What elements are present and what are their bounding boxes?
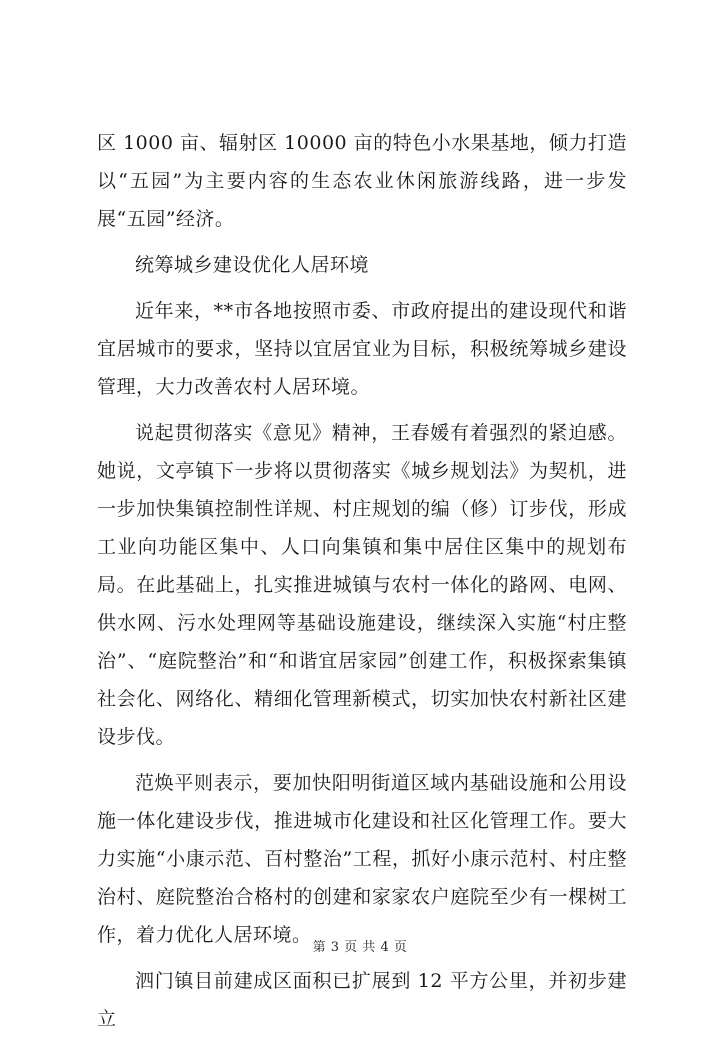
paragraph-continuation: 区 1000 亩、辐射区 10000 亩的特色小水果基地，倾力打造以“五园”为主要内容的生态农业休闲旅游线路，进一步发展“五园”经济。 — [97, 132, 627, 230]
section-heading: 统筹城乡建设优化人居环境 — [135, 254, 370, 276]
page-number-footer: 第 3 页 共 4 页 — [312, 940, 408, 955]
paragraph-simen-town: 泗门镇目前建成区面积已扩展到 12 平方公里，并初步建立 — [97, 970, 627, 1030]
paragraph-intro: 近年来，**市各地按照市委、市政府提出的建设现代和谐宜居城市的要求，坚持以宜居宜业为目标，积极统筹城乡建设管理，大力改善农村人居环境。 — [97, 300, 627, 398]
paragraph-fan-huanping: 范焕平则表示，要加快阳明街道区域内基础设施和公用设施一体化建设步伐，推进城市化建设和社区化管理工作。要大力实施“小康示范、百村整治”工程，抓好小康示范村、村庄整治村、庭院整治合格村的创建和家家农户庭院至少有一棵树工作，着力优化人居环境。 — [97, 772, 627, 946]
paragraph-wang-chunyuan: 说起贯彻落实《意见》精神，王春媛有着强烈的紧迫感。她说，文亭镇下一步将以贯彻落实《城乡规划法》为契机，进一步加快集镇控制性详规、村庄规划的编（修）订步伐，形成工业向功能区集中、人口向集镇和集中居住区集中的规划布局。在此基础上，扎实推进城镇与农村一体化的路网、电网、供水网、污水处理网等基础设施建设，继续深入实施“村庄整治”、“庭院整治”和“和谐宜居家园”创建工作，积极探索集镇社会化、网络化、精细化管理新模式，切实加快农村新社区建设步伐。 — [97, 422, 627, 748]
document-body — [97, 124, 627, 1046]
